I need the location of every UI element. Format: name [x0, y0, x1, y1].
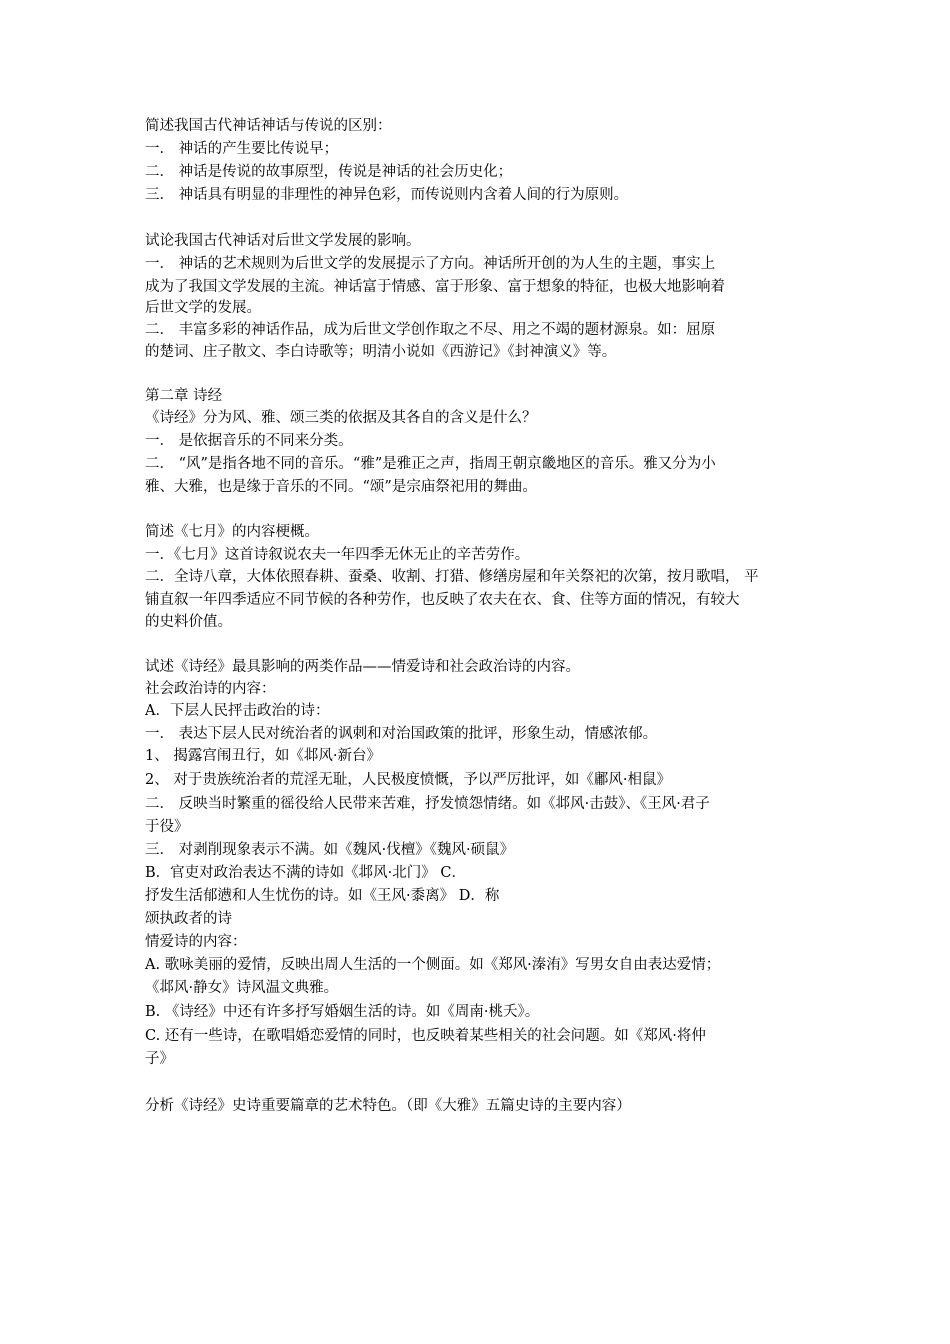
text-line: 1、 揭露宫闱丑行，如《邶风·新台》 — [145, 748, 381, 764]
text-line: 一． 表达下层人民对统治者的讽刺和对治国政策的批评，形象生动，情感浓郁。 — [145, 726, 658, 742]
text-line: 二． 神话是传说的故事原型，传说是神话的社会历史化； — [145, 164, 513, 180]
text-line: 成为了我国文学发展的主流。神话富于情感、富于形象、富于想象的特征，也极大地影响着 — [145, 279, 725, 295]
text-line: 2、 对于贵族统治者的荒淫无耻，人民极度愤慨，予以严厉批评，如《鄘风·相鼠》 — [145, 772, 671, 788]
text-line: 试论我国古代神话对后世文学发展的影响。 — [145, 233, 421, 249]
text-line: 于役》 — [145, 819, 189, 835]
text-line: A. 歌咏美丽的爱情，反映出周人生活的一个侧面。如《郑风·溱洧》写男女自由表达爱情； — [145, 957, 721, 973]
text-line: 三． 神话具有明显的非理性的神异色彩，而传说则内含着人间的行为原则。 — [145, 187, 629, 203]
text-line: 一． 神话的艺术规则为后世文学的发展提示了方向。神话所开创的为人生的主题，事实上 — [145, 256, 716, 272]
text-line: 《邶风·静女》诗风温文典雅。 — [145, 980, 339, 996]
text-line: 二． 丰富多彩的神话作品，成为后世文学创作取之不尽、用之不竭的题材源泉。如：屈原 — [145, 322, 716, 338]
text-line: 分析《诗经》史诗重要篇章的艺术特色。（即《大雅》五篇史诗的主要内容） — [145, 1098, 631, 1114]
text-line: 二． 反映当时繁重的徭役给人民带来苦难，抒发愤怨情绪。如《邶风·击鼓》、《王风·君子 — [145, 796, 710, 812]
text-line: 简述《七月》的内容梗概。 — [145, 524, 319, 540]
text-line: 一． 神话的产生要比传说早； — [145, 141, 339, 157]
text-line: 二．全诗八章，大体依照春耕、蚕桑、收割、打猎、修缮房屋和年关祭祀的次第，按月歌唱， 平 — [145, 569, 759, 585]
text-line: 二． “风”是指各地不同的音乐。“雅”是雅正之声，指周王朝京畿地区的音乐。雅又分为小 — [145, 456, 716, 472]
text-line: 《诗经》分为风、雅、颂三类的依据及其各自的含义是什么？ — [145, 410, 537, 426]
text-line: 社会政治诗的内容： — [145, 681, 276, 697]
text-line: 子》 — [145, 1051, 174, 1067]
text-line: B. 《诗经》中还有许多抒写婚姻生活的诗。如《周南·桃夭》。 — [145, 1004, 540, 1020]
text-line: 雅、大雅，也是缘于音乐的不同。“颂”是宗庙祭祀用的舞曲。 — [145, 479, 537, 495]
chapter-heading: 第二章 诗经 — [145, 388, 223, 404]
text-line: 三． 对剥削现象表示不满。如《魏风·伐檀》《魏风·硕鼠》 — [145, 842, 515, 858]
text-line: 铺直叙一年四季适应不同节候的各种劳作，也反映了农夫在衣、食、住等方面的情况，有较大 — [145, 592, 740, 608]
text-line: 一． 是依据音乐的不同来分类。 — [145, 433, 353, 449]
text-line: 情爱诗的内容： — [145, 934, 247, 950]
text-line: 后世文学的发展。 — [145, 300, 261, 316]
text-line: 的楚词、庄子散文、李白诗歌等；明清小说如《西游记》《封神演义》等。 — [145, 344, 617, 360]
text-line: 抒发生活郁懑和人生忧伤的诗。如《王风·黍离》 D．称 — [145, 888, 500, 904]
text-line: A．下层人民抨击政治的诗： — [145, 703, 330, 719]
text-line: 的史料价值。 — [145, 614, 232, 630]
text-line: B．官吏对政治表达不满的诗如《邶风·北门》 C． — [145, 865, 466, 881]
text-line: 试述《诗经》最具影响的两类作品——情爱诗和社会政治诗的内容。 — [145, 659, 580, 675]
text-line: C. 还有一些诗，在歌唱婚恋爱情的同时，也反映着某些相关的社会问题。如《郑风·将仲 — [145, 1028, 706, 1044]
text-line: 一．《七月》这首诗叙说农夫一年四季无休无止的辛苦劳作。 — [145, 547, 530, 563]
text-line: 颂执政者的诗 — [145, 911, 232, 927]
text-line: 简述我国古代神话神话与传说的区别： — [145, 118, 392, 134]
